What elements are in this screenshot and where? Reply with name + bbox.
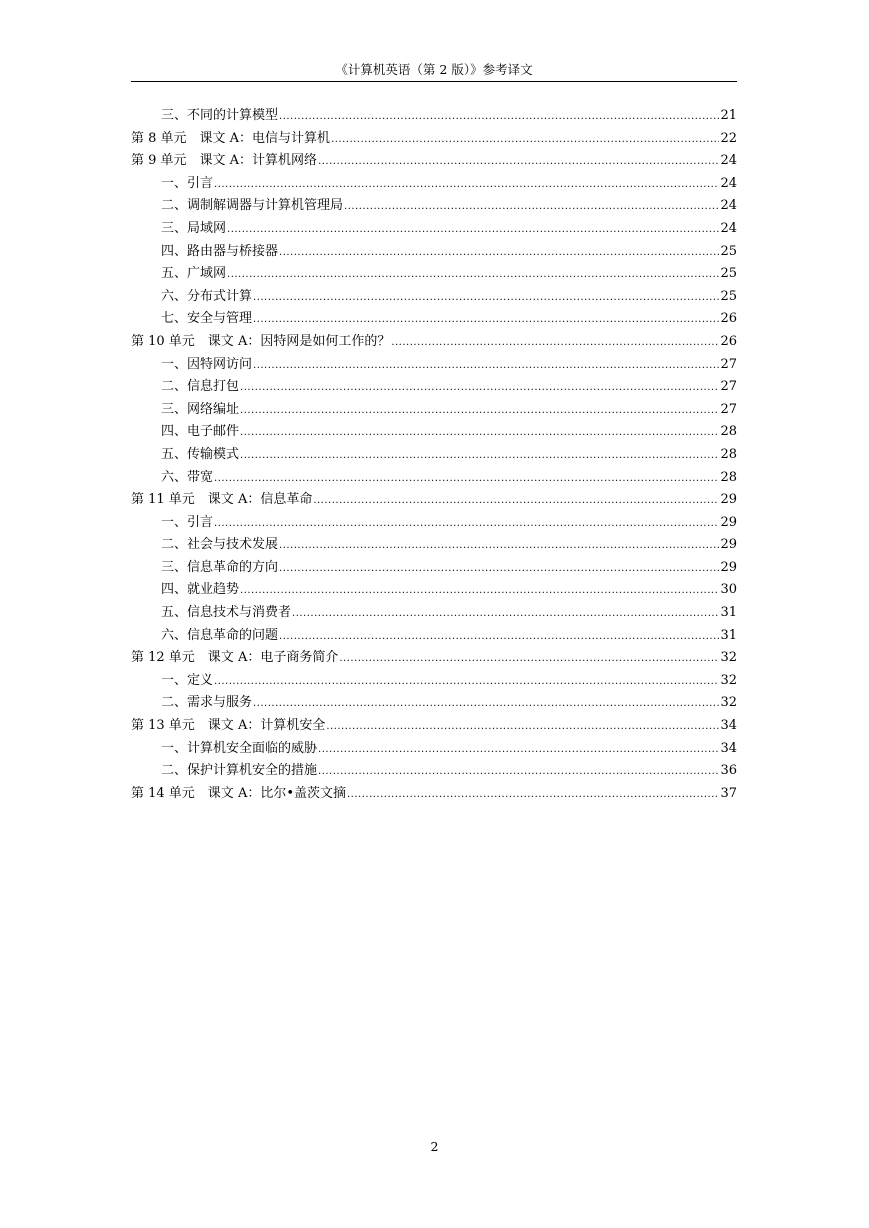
toc-section-entry[interactable] — [131, 399, 737, 422]
toc-entry-title: 二、保护计算机安全的措施 — [161, 763, 318, 779]
toc-entry-page: 25 — [720, 243, 737, 259]
toc-chapter-entry[interactable] — [131, 489, 737, 512]
toc-dot-leader — [214, 468, 719, 490]
toc-dot-leader — [214, 513, 719, 535]
toc-section-entry[interactable] — [131, 376, 737, 399]
toc-entry-page: 26 — [720, 311, 737, 327]
toc-dot-leader — [318, 151, 719, 173]
toc-section-entry[interactable] — [131, 173, 737, 196]
toc-entry-title: 五、广域网 — [161, 266, 227, 282]
toc-dot-leader — [240, 377, 719, 399]
toc-entry-title: 二、调制解调器与计算机管理局 — [161, 198, 344, 214]
toc-entry-page: 24 — [720, 175, 737, 191]
toc-section-entry[interactable] — [131, 354, 737, 377]
toc-entry-page: 29 — [720, 537, 737, 553]
toc-dot-leader — [240, 580, 719, 602]
toc-entry-title: 二、需求与服务 — [161, 695, 253, 711]
toc-dot-leader — [214, 174, 719, 196]
toc-section-entry[interactable] — [131, 467, 737, 490]
toc-entry-title: 五、传输模式 — [161, 446, 240, 462]
toc-entry-page: 28 — [720, 424, 737, 440]
toc-entry-page: 31 — [720, 605, 737, 621]
toc-section-entry[interactable] — [131, 738, 737, 761]
toc-entry-title: 四、就业趋势 — [161, 582, 240, 598]
toc-entry-title: 七、安全与管理 — [161, 311, 253, 327]
toc-entry-page: 27 — [720, 379, 737, 395]
toc-entry-title: 一、因特网访问 — [161, 356, 253, 372]
toc-dot-leader — [347, 784, 719, 806]
toc-section-entry[interactable] — [131, 263, 737, 286]
running-header: 《计算机英语（第 2 版）》参考译文 — [335, 62, 533, 77]
toc-entry-title: 三、网络编址 — [161, 401, 240, 417]
toc-entry-title: 三、不同的计算模型 — [161, 108, 279, 123]
toc-entry-page: 32 — [720, 672, 737, 688]
toc-section-entry[interactable] — [131, 625, 737, 648]
toc-entry-title: 第 11 单元 课文 A：信息革命 — [131, 492, 313, 508]
toc-entry-title: 六、带宽 — [161, 469, 214, 485]
toc-dot-leader — [391, 332, 719, 354]
toc-section-entry[interactable] — [131, 105, 737, 128]
toc-section-entry[interactable] — [131, 670, 737, 693]
toc-entry-page: 24 — [720, 153, 737, 169]
toc-chapter-entry[interactable] — [131, 128, 737, 151]
toc-dot-leader — [279, 626, 719, 648]
toc-dot-leader — [279, 242, 719, 264]
toc-entry-title: 二、社会与技术发展 — [161, 537, 279, 553]
toc-entry-title: 第 9 单元 课文 A：计算机网络 — [131, 153, 318, 169]
toc-dot-leader — [339, 648, 719, 670]
toc-section-entry[interactable] — [131, 241, 737, 264]
toc-chapter-entry[interactable] — [131, 647, 737, 670]
toc-entry-title: 三、局域网 — [161, 220, 227, 236]
toc-chapter-entry[interactable] — [131, 150, 737, 173]
header-rule — [131, 81, 737, 82]
toc-entry-page: 28 — [720, 446, 737, 462]
toc-entry-page: 26 — [720, 333, 737, 349]
toc-entry-page: 32 — [720, 695, 737, 711]
toc-entry-page: 37 — [720, 785, 737, 801]
toc-dot-leader — [279, 558, 719, 580]
toc-dot-leader — [240, 400, 719, 422]
toc-dot-leader — [253, 355, 719, 377]
toc-section-entry[interactable] — [131, 557, 737, 580]
toc-entry-title: 四、路由器与桥接器 — [161, 243, 279, 259]
toc-entry-page: 34 — [720, 718, 737, 734]
toc-entry-title: 一、计算机安全面临的威胁 — [161, 740, 318, 756]
toc-entry-title: 三、信息革命的方向 — [161, 559, 279, 575]
toc-dot-leader — [292, 603, 719, 625]
toc-entry-title: 一、定义 — [161, 672, 214, 688]
toc-entry-page: 34 — [720, 740, 737, 756]
toc-entry-title: 第 8 单元 课文 A：电信与计算机 — [131, 130, 331, 146]
toc-entry-page: 28 — [720, 469, 737, 485]
toc-section-entry[interactable] — [131, 579, 737, 602]
toc-dot-leader — [313, 490, 719, 512]
toc-section-entry[interactable] — [131, 602, 737, 625]
toc-section-entry[interactable] — [131, 218, 737, 241]
toc-entry-page: 24 — [720, 220, 737, 236]
toc-dot-leader — [326, 716, 719, 738]
toc-chapter-entry[interactable] — [131, 783, 737, 806]
toc-dot-leader — [253, 287, 719, 309]
toc-section-entry[interactable] — [131, 308, 737, 331]
page-number: 2 — [430, 1139, 439, 1154]
toc-section-entry[interactable] — [131, 760, 737, 783]
toc-entry-page: 32 — [720, 650, 737, 666]
toc-entry-page: 21 — [720, 108, 737, 123]
toc-dot-leader — [331, 129, 719, 151]
toc-entry-page: 36 — [720, 763, 737, 779]
toc-dot-leader — [227, 219, 719, 241]
toc-entry-page: 27 — [720, 401, 737, 417]
toc-entry-title: 第 12 单元 课文 A：电子商务简介 — [131, 650, 339, 666]
toc-chapter-entry[interactable] — [131, 331, 737, 354]
toc-section-entry[interactable] — [131, 195, 737, 218]
toc-entry-title: 第 10 单元 课文 A：因特网是如何工作的？ — [131, 333, 391, 349]
toc-section-entry[interactable] — [131, 534, 737, 557]
toc-entry-page: 27 — [720, 356, 737, 372]
toc-dot-leader — [240, 445, 719, 467]
toc-section-entry[interactable] — [131, 286, 737, 309]
toc-section-entry[interactable] — [131, 421, 737, 444]
toc-dot-leader — [253, 309, 719, 331]
toc-section-entry[interactable] — [131, 512, 737, 535]
toc-entry-page: 24 — [720, 198, 737, 214]
toc-entry-title: 四、电子邮件 — [161, 424, 240, 440]
toc-dot-leader — [318, 761, 719, 783]
toc-entry-page: 29 — [720, 492, 737, 508]
toc-entry-title: 六、信息革命的问题 — [161, 627, 279, 643]
toc-chapter-entry[interactable] — [131, 715, 737, 738]
toc-entry-page: 29 — [720, 514, 737, 530]
toc-dot-leader — [227, 264, 719, 286]
toc-entry-title: 六、分布式计算 — [161, 288, 253, 304]
toc-dot-leader — [279, 106, 719, 128]
toc-dot-leader — [344, 196, 719, 218]
toc-section-entry[interactable] — [131, 444, 737, 467]
toc-entry-title: 一、引言 — [161, 175, 214, 191]
toc-entry-title: 一、引言 — [161, 514, 214, 530]
toc-dot-leader — [214, 671, 719, 693]
toc-entry-page: 25 — [720, 266, 737, 282]
table-of-contents — [131, 105, 737, 805]
toc-dot-leader — [279, 535, 719, 557]
toc-dot-leader — [240, 422, 719, 444]
toc-entry-page: 25 — [720, 288, 737, 304]
toc-entry-page: 30 — [720, 582, 737, 598]
toc-dot-leader — [253, 693, 719, 715]
toc-entry-title: 二、信息打包 — [161, 379, 240, 395]
toc-section-entry[interactable] — [131, 692, 737, 715]
toc-entry-title: 第 13 单元 课文 A：计算机安全 — [131, 718, 326, 734]
toc-entry-page: 29 — [720, 559, 737, 575]
toc-entry-title: 第 14 单元 课文 A：比尔•盖茨文摘 — [131, 785, 346, 801]
toc-entry-page: 31 — [720, 627, 737, 643]
toc-dot-leader — [318, 739, 719, 761]
toc-entry-title: 五、信息技术与消费者 — [161, 605, 292, 621]
toc-entry-page: 22 — [720, 130, 737, 146]
